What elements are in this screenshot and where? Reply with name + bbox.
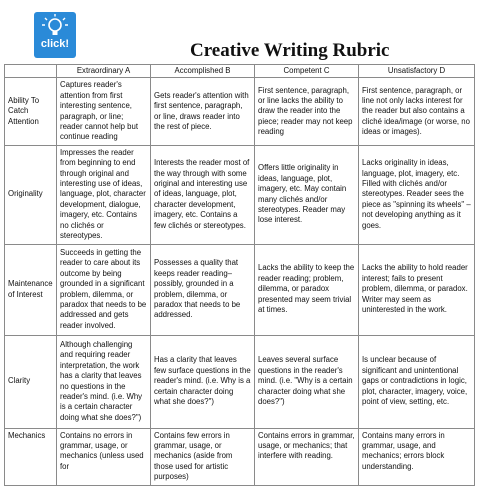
- table-row: [5, 244, 475, 335]
- rubric-cell: Offers little originality in ideas, language, plot, imagery, etc. May contain many clichés and/or stereotypes. Reader may lose interest.: [255, 145, 359, 244]
- rubric-cell: Contains few errors in grammar, usage, or mechanics (aside from those used for artistic purposes): [151, 428, 255, 485]
- lightbulb-icon: [34, 12, 76, 58]
- header-cell-accomplished: Accomplished B: [151, 65, 255, 78]
- table-row: [5, 428, 475, 485]
- rubric-cell: Contains many errors in grammar, usage, and mechanics; errors block understanding.: [359, 428, 475, 485]
- page-title: Creative Writing Rubric: [190, 40, 390, 61]
- rubric-cell: Contains errors in grammar, usage, or mechanics; that interfere with reading.: [255, 428, 359, 485]
- rubric-cell: Contains no errors in grammar, usage, or mechanics (unless used for: [57, 428, 151, 485]
- criterion-cell: Maintenance of Interest: [5, 244, 57, 335]
- header-row: [5, 65, 475, 78]
- rubric-cell: Impresses the reader from beginning to end through original and interesting use of ideas, language, plot, character development, dialogue, imagery, etc. Contains no clichés or stereotypes.: [57, 145, 151, 244]
- criterion-cell: Clarity: [5, 335, 57, 428]
- rubric-cell: First sentence, paragraph, or line not only lacks interest for the reader but also contains a cliché idea/image (or worse, no ideas or images).: [359, 78, 475, 145]
- rubric-cell: Lacks the ability to keep the reader reading; problem, dilemma, or paradox presented may seem trivial at times.: [255, 244, 359, 335]
- header-cell-extraordinary: Extraordinary A: [57, 65, 151, 78]
- rubric-cell: Lacks the ability to hold reader interest; fails to present problem, dilemma, or paradox. Writer may seem as uninterested in the work.: [359, 244, 475, 335]
- criterion-cell: Originality: [5, 145, 57, 244]
- rubric-cell: Although challenging and requiring reader interpretation, the work has a clarity that leaves no questions in the reader's mind. (i.e. Why is a certain character doing what she does?"): [57, 335, 151, 428]
- rubric-cell: Is unclear because of significant and unintentional gaps or contradictions in logic, plot, character, imagery, voice, point of view, setting, etc.: [359, 335, 475, 428]
- header-cell-competent: Competent C: [255, 65, 359, 78]
- rubric-table: [4, 64, 475, 486]
- rubric-cell: First sentence, paragraph, or line lacks the ability to draw the reader into the piece; reader may not keep reading: [255, 78, 359, 145]
- rubric-cell: Gets reader's attention with first sentence, paragraph, or line, draws reader into the rest of piece.: [151, 78, 255, 145]
- table-row: [5, 145, 475, 244]
- criterion-cell: Mechanics: [5, 428, 57, 485]
- criterion-cell: Ability To Catch Attention: [5, 78, 57, 145]
- rubric-cell: Interests the reader most of the way through with some original and interesting use of ideas, language, plot, character development, imagery, etc. Contains a few clichés or stereotypes.: [151, 145, 255, 244]
- rubric-cell: Has a clarity that leaves few surface questions in the reader's mind. (i.e. Why is a certain character doing what she does?"): [151, 335, 255, 428]
- rubric-cell: Captures reader's attention from first interesting sentence, paragraph, or line; reader cannot help but continue reading: [57, 78, 151, 145]
- table-row: [5, 78, 475, 145]
- rubric-cell: Lacks originality in ideas, language, plot, imagery, etc. Filled with clichés and/or stereotypes. Reader sees the piece as "spinning its wheels" – not developing anything as it goes.: [359, 145, 475, 244]
- header-cell-unsatisfactory: Unsatisfactory D: [359, 65, 475, 78]
- logo: [34, 12, 76, 58]
- logo-text: click!: [40, 38, 70, 50]
- table-row: [5, 335, 475, 428]
- header-cell-criterion: [5, 65, 57, 78]
- rubric-cell: Succeeds in getting the reader to care about its outcome by being grounded in a significant problem, dilemma, or paradox that needs to be addressed and gets reader involved.: [57, 244, 151, 335]
- rubric-cell: Leaves several surface questions in the reader's mind. (i.e. "Why is a certain character doing what she does?"): [255, 335, 359, 428]
- rubric-cell: Possesses a quality that keeps reader reading–possibly, grounded in a problem, dilemma, or paradox that needs to be addressed.: [151, 244, 255, 335]
